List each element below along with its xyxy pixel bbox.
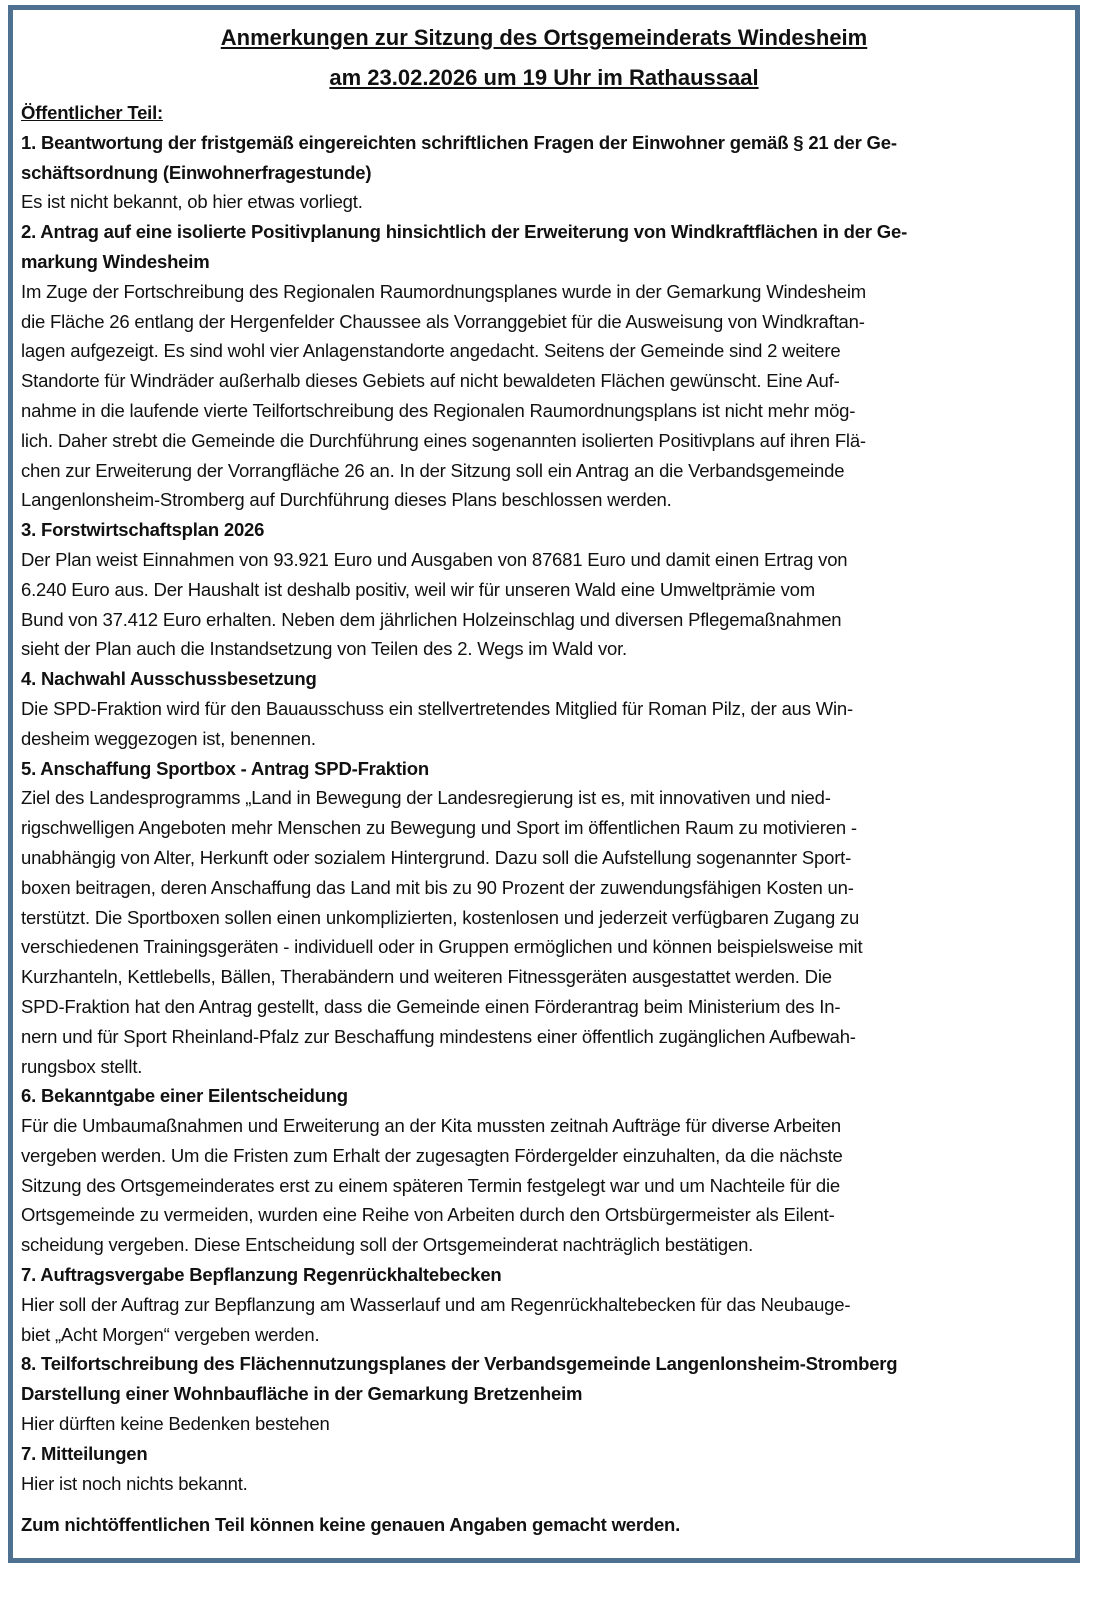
- agenda-item-text: rigschwelligen Angeboten mehr Menschen zu Bewegung und Sport im öffentlichen Raum zu motivieren -: [21, 817, 857, 839]
- agenda-item-text: Sitzung des Ortsgemeinderates erst zu einem späteren Termin festgelegt war und um Nachteile für die: [21, 1174, 840, 1196]
- agenda-item-text: die Fläche 26 entlang der Hergenfelder Chaussee als Vorranggebiet für die Ausweisung von Windkraftan-: [21, 310, 865, 332]
- agenda-item-text: boxen beitragen, deren Anschaffung das Land mit bis zu 90 Prozent der zuwendungsfähigen Kosten un-: [21, 876, 854, 898]
- agenda-item-text: nern und für Sport Rheinland-Pfalz zur Beschaffung mindestens einer öffentlich zugänglichen Aufbewah-: [21, 1025, 856, 1047]
- agenda-item-text: Langenlonsheim-Stromberg auf Durchführung dieses Plans beschlossen werden.: [21, 489, 672, 511]
- agenda-item-text: scheidung vergeben. Diese Entscheidung soll der Ortsgemeinderat nachträglich bestätigen.: [21, 1234, 754, 1256]
- agenda-item: [21, 1439, 1075, 1499]
- closing-note: Zum nichtöffentlichen Teil können keine genauen Angaben gemacht werden.: [21, 1514, 681, 1536]
- agenda-item-text: Hier dürften keine Bedenken bestehen: [21, 1413, 330, 1435]
- agenda-item-text: Kurzhanteln, Kettlebells, Bällen, Therabändern und weiteren Fitnessgeräten ausgestattet werden. Die: [21, 966, 832, 988]
- agenda-item-text: Für die Umbaumaßnahmen und Erweiterung an der Kita mussten zeitnah Aufträge für diverse Arbeiten: [21, 1115, 841, 1137]
- public-section-heading: Öffentlicher Teil:: [21, 102, 164, 123]
- agenda-item-heading: 7. Mitteilungen: [21, 1442, 148, 1464]
- agenda-item-heading: 6. Bekanntgabe einer Eilentscheidung: [21, 1085, 348, 1107]
- agenda-item-text: 6.240 Euro aus. Der Haushalt ist deshalb positiv, weil wir für unseren Wald eine Umweltprämie vom: [21, 578, 815, 600]
- agenda-item-text: verschiedenen Trainingsgeräten - individuell oder in Gruppen ermöglichen und können beispielsweise mit: [21, 936, 863, 958]
- agenda-item-text: Hier soll der Auftrag zur Bepflanzung am Wasserlauf und am Regenrückhaltebecken für das Neubauge-: [21, 1293, 851, 1315]
- agenda-item-heading: schäftsordnung (Einwohnerfragestunde): [21, 161, 372, 183]
- agenda-item-text: unabhängig von Alter, Herkunft oder sozialem Hintergrund. Dazu soll die Aufstellung sogenannter Sport-: [21, 846, 852, 868]
- agenda-item-text: Ortsgemeinde zu vermeiden, wurden eine Reihe von Arbeiten durch den Ortsbürgermeister als Eilent-: [21, 1204, 835, 1226]
- agenda-item-text: Hier ist noch nichts bekannt.: [21, 1472, 248, 1494]
- agenda-item: [21, 515, 1075, 664]
- agenda-item: [21, 217, 1075, 515]
- agenda-item-heading: 7. Auftragsvergabe Bepflanzung Regenrückhaltebecken: [21, 1264, 502, 1286]
- agenda-item: [21, 128, 1075, 217]
- agenda-item: [21, 1260, 1075, 1349]
- agenda-item-text: Bund von 37.412 Euro erhalten. Neben dem jährlichen Holzeinschlag und diversen Pflegemaßnahmen: [21, 608, 842, 630]
- agenda-item-text: terstützt. Die Sportboxen sollen einen unkomplizierten, kostenlosen und jederzeit verfügbaren Zugang zu: [21, 906, 860, 928]
- agenda-item-text: lich. Daher strebt die Gemeinde die Durchführung eines sogenannten isolierten Positivplans auf ihren Flä-: [21, 429, 866, 451]
- agenda-item-heading: 5. Anschaffung Sportbox - Antrag SPD-Fraktion: [21, 757, 429, 779]
- agenda-item-text: Die SPD-Fraktion wird für den Bauausschuss ein stellvertretendes Mitglied für Roman Pilz, der aus Win-: [21, 697, 853, 719]
- agenda-item-heading: 3. Forstwirtschaftsplan 2026: [21, 519, 265, 541]
- agenda-item-heading: Darstellung einer Wohnbaufläche in der Gemarkung Bretzenheim: [21, 1383, 583, 1405]
- agenda-item-heading: markung Windesheim: [21, 250, 210, 272]
- agenda-item: [21, 1081, 1075, 1260]
- agenda-item-text: Ziel des Landesprogramms „Land in Bewegung der Landesregierung ist es, mit innovativen und nied-: [21, 787, 831, 809]
- document-title: [13, 18, 1075, 98]
- document-frame: [8, 5, 1080, 1563]
- document-body: [13, 98, 1075, 1540]
- agenda-item: [21, 1349, 1075, 1438]
- agenda-item-text: biet „Acht Morgen“ vergeben werden.: [21, 1323, 320, 1345]
- agenda-item-text: rungsbox stellt.: [21, 1055, 143, 1077]
- agenda-item-text: Standorte für Windräder außerhalb dieses Gebiets auf nicht bewaldeten Flächen gewünscht. Eine Auf-: [21, 370, 840, 392]
- title-line-1: Anmerkungen zur Sitzung des Ortsgemeinderats Windesheim: [220, 25, 868, 50]
- title-line-2: am 23.02.2026 um 19 Uhr im Rathaussaal: [329, 65, 759, 90]
- agenda-item-text: SPD-Fraktion hat den Antrag gestellt, dass die Gemeinde einen Förderantrag beim Ministerium des In-: [21, 995, 841, 1017]
- agenda-item-text: Es ist nicht bekannt, ob hier etwas vorliegt.: [21, 191, 363, 213]
- agenda-item-text: desheim weggezogen ist, benennen.: [21, 727, 316, 749]
- agenda-item-text: Der Plan weist Einnahmen von 93.921 Euro und Ausgaben von 87681 Euro und damit einen Ertrag von: [21, 548, 848, 570]
- agenda-item-heading: 8. Teilfortschreibung des Flächennutzungsplanes der Verbandsgemeinde Langenlonsheim-Stromberg: [21, 1353, 898, 1375]
- agenda-item-text: lagen aufgezeigt. Es sind wohl vier Anlagenstandorte angedacht. Seitens der Gemeinde sind 2 weitere: [21, 340, 841, 362]
- agenda-item-heading: 2. Antrag auf eine isolierte Positivplanung hinsichtlich der Erweiterung von Windkraftflächen in der Ge-: [21, 221, 908, 243]
- agenda-item-text: Im Zuge der Fortschreibung des Regionalen Raumordnungsplanes wurde in der Gemarkung Windesheim: [21, 280, 866, 302]
- agenda-items: [21, 128, 1075, 1499]
- agenda-item: [21, 754, 1075, 1082]
- agenda-item-text: chen zur Erweiterung der Vorrangfläche 26 an. In der Sitzung soll ein Antrag an die Verbandsgemeinde: [21, 459, 845, 481]
- agenda-item: [21, 664, 1075, 753]
- agenda-item-text: sieht der Plan auch die Instandsetzung von Teilen des 2. Wegs im Wald vor.: [21, 638, 627, 660]
- agenda-item-heading: 1. Beantwortung der fristgemäß eingereichten schriftlichen Fragen der Einwohner gemäß § 21 der Ge-: [21, 131, 897, 153]
- agenda-item-text: nahme in die laufende vierte Teilfortschreibung des Regionalen Raumordnungsplans ist nicht mehr mög-: [21, 399, 856, 421]
- agenda-item-heading: 4. Nachwahl Ausschussbesetzung: [21, 668, 317, 690]
- agenda-item-text: vergeben werden. Um die Fristen zum Erhalt der zugesagten Fördergelder einzuhalten, da die nächste: [21, 1144, 843, 1166]
